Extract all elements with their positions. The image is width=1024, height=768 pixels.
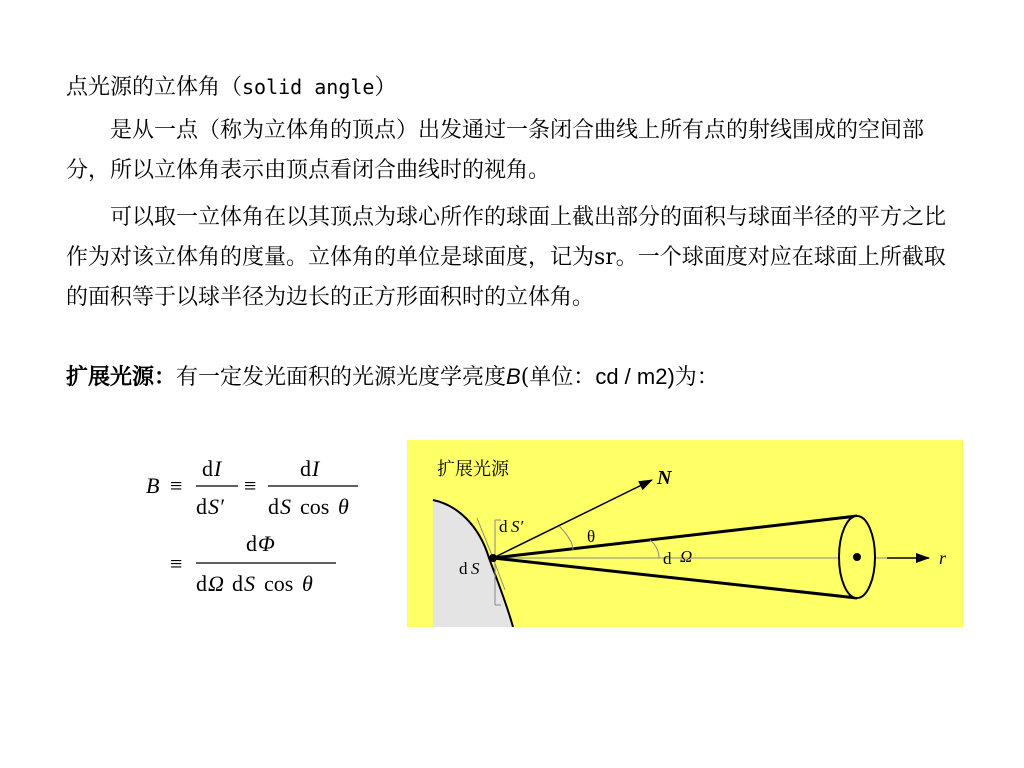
formula-equiv-1: ≡ xyxy=(170,473,183,498)
heading-title-en: solid angle xyxy=(242,75,375,99)
section-heading xyxy=(66,70,396,105)
formula-frac3-num-d: d xyxy=(246,531,257,556)
formula-frac2-num-d: d xyxy=(300,456,311,481)
luminance-formula xyxy=(140,448,380,608)
label-r: r xyxy=(939,548,947,568)
label-N: N xyxy=(657,467,672,489)
extended-source-label: 扩展光源： xyxy=(66,364,177,390)
paragraph-definition: 是从一点（称为立体角的顶点）出发通过一条闭合曲线上所有点的射线围成的空间部分，所以立体角表示由顶点看闭合曲线时的视角。 xyxy=(66,118,925,183)
formula-frac3-den-d2: d xyxy=(232,571,243,596)
source-point xyxy=(489,554,497,562)
formula-equiv-2: ≡ xyxy=(244,473,257,498)
diagram-svg xyxy=(407,440,963,627)
formula-frac2-den-theta: θ xyxy=(338,494,349,519)
dOmega-arc xyxy=(650,540,659,558)
extended-source-text: 有一定发光面积的光源光度学亮度 xyxy=(176,365,507,390)
extended-suffix: 为： xyxy=(674,365,719,390)
extended-source-line xyxy=(66,359,719,396)
label-dOmega-d: d xyxy=(663,549,672,568)
label-dOmega-Omega: Ω xyxy=(680,547,693,566)
formula-B: B xyxy=(146,473,160,498)
label-dS-prime-d: d xyxy=(499,517,508,536)
label-dS-S: S xyxy=(471,559,480,578)
formula-frac3-den-theta: θ xyxy=(302,571,313,596)
formula-frac2-den-S: S xyxy=(280,494,291,519)
cone-lower-edge xyxy=(493,558,857,598)
formula-equiv-3: ≡ xyxy=(170,551,183,576)
formula-frac3-den-S: S xyxy=(244,571,255,596)
formula-svg xyxy=(140,448,380,608)
formula-frac1-num-d: d xyxy=(202,456,213,481)
paragraph-measure: 可以取一立体角在以其顶点为球心所作的球面上截出部分的面积与球面半径的平方之比作为对该立体角的度量。立体角的单位是球面度，记为sr。一个球面度对应在球面上所截取的面积等于以球半径为边长的正方形面积时的立体角。 xyxy=(66,205,947,310)
unit-prefix: (单位： xyxy=(520,365,596,390)
cone-center-point xyxy=(853,553,861,561)
heading-title-close: ） xyxy=(374,75,397,100)
extended-source-diagram xyxy=(407,440,963,627)
heading-title-cn: 点光源的立体角（ xyxy=(66,75,243,100)
diagram-title: 扩展光源 xyxy=(437,459,509,480)
formula-frac1-num-I: I xyxy=(214,456,222,481)
formula-frac2-den-d: d xyxy=(268,494,279,519)
cone-upper-edge xyxy=(493,516,857,558)
formula-frac1-den-S: S′ xyxy=(208,494,224,519)
formula-frac3-den-cos: cos xyxy=(264,571,294,596)
label-theta: θ xyxy=(587,527,596,546)
formula-frac3-num-Phi: Φ xyxy=(258,531,275,556)
label-dS-d: d xyxy=(459,559,468,578)
theta-arc xyxy=(559,526,573,550)
formula-frac2-den-cos: cos xyxy=(300,494,330,519)
formula-frac3-den-Omega: Ω xyxy=(208,571,224,596)
brightness-symbol: B xyxy=(506,364,521,389)
label-dS-prime-S: S′ xyxy=(511,517,524,536)
unit-value: cd / m2) xyxy=(595,364,675,389)
formula-frac2-num-I: I xyxy=(312,456,320,481)
formula-frac3-den-d1: d xyxy=(196,571,207,596)
formula-frac1-den-d: d xyxy=(196,494,207,519)
